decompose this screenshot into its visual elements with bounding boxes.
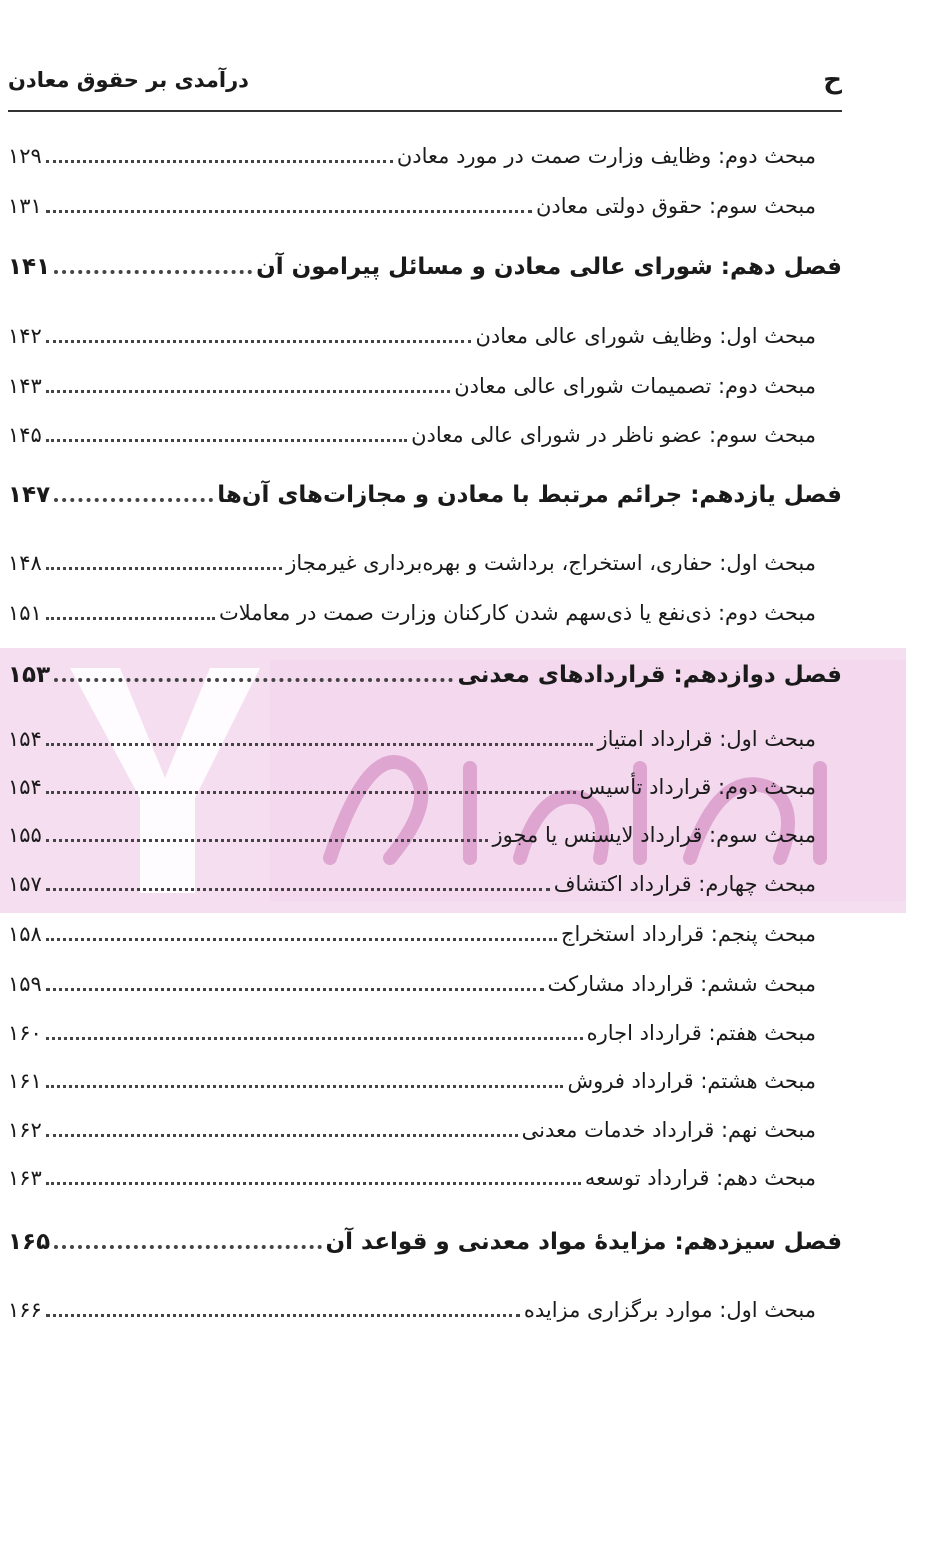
toc-chapter-entry — [8, 655, 842, 695]
dot-leader — [46, 617, 215, 620]
toc-entry-page: ۱۴۱ — [8, 254, 51, 280]
dot-leader — [46, 1134, 518, 1137]
toc-entry-title: فصل یازدهم: جرائم مرتبط با معادن و مجازات‌های آن‌ها — [217, 482, 842, 508]
toc-section-entry — [8, 815, 816, 855]
toc-entry-page: ۱۴۲ — [8, 324, 42, 348]
toc-entry-title: فصل دوازدهم: قراردادهای معدنی — [457, 662, 842, 688]
toc-section-entry — [8, 593, 816, 633]
toc-entry-title: مبحث سوم: عضو ناظر در شورای عالی معادن — [411, 423, 816, 447]
dot-leader — [46, 160, 393, 163]
toc-chapter-entry — [8, 247, 842, 287]
toc-entry-page: ۱۵۵ — [8, 823, 42, 847]
toc-entry-title: مبحث نهم: قرارداد خدمات معدنی — [521, 1118, 816, 1142]
page-header — [8, 60, 842, 100]
toc-section-entry — [8, 366, 816, 406]
toc-entry-page: ۱۵۳ — [8, 662, 51, 688]
toc-entry-page: ۱۵۱ — [8, 601, 42, 625]
toc-section-entry — [8, 914, 816, 954]
dot-leader — [46, 1314, 520, 1317]
toc-section-entry — [8, 719, 816, 759]
toc-section-entry — [8, 1061, 816, 1101]
toc-entry-page: ۱۶۲ — [8, 1118, 42, 1142]
toc-entry-page: ۱۲۹ — [8, 144, 42, 168]
toc-entry-title: مبحث چهارم: قرارداد اکتشاف — [553, 872, 816, 896]
dot-leader — [46, 791, 576, 794]
dot-leader — [54, 498, 213, 502]
dot-leader — [46, 390, 450, 393]
dot-leader — [54, 270, 252, 274]
dot-leader — [46, 743, 594, 746]
toc-entry-page: ۱۵۴ — [8, 727, 42, 751]
header-rule — [8, 110, 842, 112]
toc-section-entry — [8, 543, 816, 583]
toc-entry-title: فصل سیزدهم: مزایدهٔ مواد معدنی و قواعد آن — [325, 1229, 842, 1255]
dot-leader — [46, 340, 472, 343]
toc-entry-page: ۱۶۰ — [8, 1021, 42, 1045]
toc-section-entry — [8, 415, 816, 455]
toc-entry-page: ۱۶۱ — [8, 1069, 42, 1093]
toc-section-entry — [8, 1158, 816, 1198]
toc-entry-title: مبحث دوم: تصمیمات شورای عالی معادن — [454, 374, 816, 398]
toc-section-entry — [8, 864, 816, 904]
toc-entry-title: مبحث دوم: ذی‌نفع یا ذی‌سهم شدن کارکنان وزارت صمت در معاملات — [219, 601, 816, 625]
toc-entry-title: مبحث اول: قرارداد امتیاز — [597, 727, 816, 751]
toc-section-entry — [8, 136, 816, 176]
toc-entry-page: ۱۵۸ — [8, 922, 42, 946]
toc-entry-page: ۱۳۱ — [8, 194, 42, 218]
toc-section-entry — [8, 767, 816, 807]
toc-entry-title: مبحث دوم: وظایف وزارت صمت در مورد معادن — [396, 144, 816, 168]
toc-entry-title: مبحث ششم: قرارداد مشارکت — [547, 972, 816, 996]
dot-leader — [46, 439, 407, 442]
dot-leader — [46, 1182, 581, 1185]
toc-entry-page: ۱۴۵ — [8, 423, 42, 447]
dot-leader — [54, 1245, 321, 1249]
dot-leader — [54, 678, 453, 682]
toc-entry-title: مبحث سوم: حقوق دولتی معادن — [535, 194, 816, 218]
dot-leader — [46, 839, 489, 842]
dot-leader — [46, 888, 550, 891]
toc-section-entry — [8, 186, 816, 226]
dot-leader — [46, 567, 282, 570]
toc-entry-page: ۱۶۶ — [8, 1298, 42, 1322]
dot-leader — [46, 938, 557, 941]
toc-entry-page: ۱۶۵ — [8, 1229, 51, 1255]
toc-entry-title: مبحث اول: وظایف شورای عالی معادن — [475, 324, 816, 348]
toc-entry-page: ۱۴۳ — [8, 374, 42, 398]
toc-entry-title: مبحث هشتم: قرارداد فروش — [567, 1069, 816, 1093]
toc-section-entry — [8, 1013, 816, 1053]
toc-section-entry — [8, 964, 816, 1004]
toc-section-entry — [8, 1290, 816, 1330]
toc-section-entry — [8, 316, 816, 356]
toc-entry-page: ۱۴۷ — [8, 482, 51, 508]
toc-entry-title: مبحث سوم: قرارداد لایسنس یا مجوز — [492, 823, 816, 847]
toc-entry-title: مبحث دوم: قرارداد تأسیس — [579, 775, 816, 799]
toc-entry-page: ۱۵۹ — [8, 972, 42, 996]
page-number: ح — [823, 65, 842, 95]
dot-leader — [46, 1037, 583, 1040]
toc-entry-title: مبحث اول: حفاری، استخراج، برداشت و بهره‌برداری غیرمجاز — [286, 551, 816, 575]
dot-leader — [46, 1085, 564, 1088]
toc-entry-page: ۱۴۸ — [8, 551, 42, 575]
toc-section-entry — [8, 1110, 816, 1150]
toc-entry-title: مبحث پنجم: قرارداد استخراج — [560, 922, 816, 946]
toc-entry-title: فصل دهم: شورای عالی معادن و مسائل پیرامون آن — [256, 254, 842, 280]
toc-entry-title: مبحث هفتم: قرارداد اجاره — [586, 1021, 816, 1045]
toc-entry-page: ۱۵۷ — [8, 872, 42, 896]
dot-leader — [46, 988, 544, 991]
toc-chapter-entry — [8, 1222, 842, 1262]
toc-entry-page: ۱۶۳ — [8, 1166, 42, 1190]
book-title: درآمدی بر حقوق معادن — [8, 68, 249, 92]
toc-entry-title: مبحث دهم: قرارداد توسعه — [584, 1166, 816, 1190]
toc-entry-title: مبحث اول: موارد برگزاری مزایده — [523, 1298, 816, 1322]
toc-entry-page: ۱۵۴ — [8, 775, 42, 799]
dot-leader — [46, 210, 532, 213]
toc-chapter-entry — [8, 475, 842, 515]
